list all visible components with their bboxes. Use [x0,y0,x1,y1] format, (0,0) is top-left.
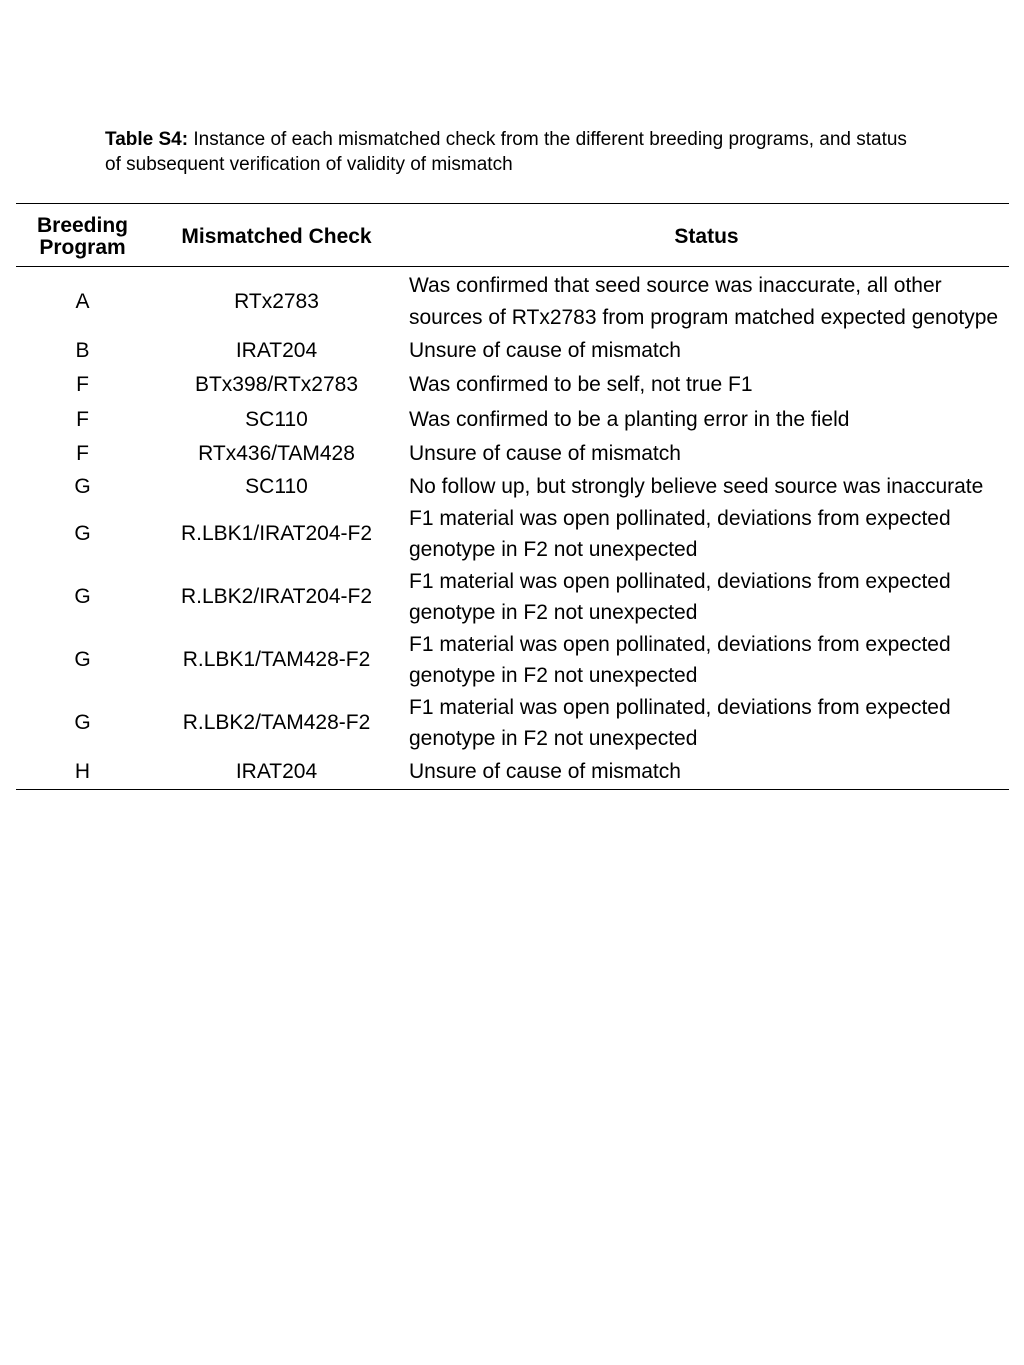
cell-program: G [74,585,91,609]
cell-status: F1 material was open pollinated, deviations from expected genotype in F2 not unexpected [409,695,951,750]
table-row [16,333,1009,368]
cell-check: SC110 [245,475,308,498]
cell-check: RTx2783 [234,289,319,313]
table-row [16,368,1009,403]
cell-program: F [76,407,89,431]
cell-status: Was confirmed that seed source was inaccurate, all other sources of RTx2783 from program matched expected genotype [409,274,999,329]
cell-program: G [74,711,91,735]
cell-status: F1 material was open pollinated, deviations from expected genotype in F2 not unexpected [409,569,951,624]
cell-status: Was confirmed to be self, not true F1 [409,373,753,396]
header-status: Status [674,225,739,248]
table-row [16,755,1009,790]
cell-check: R.LBK2/IRAT204-F2 [180,585,373,609]
cell-check: BTx398/RTx2783 [194,373,359,396]
cell-status: Was confirmed to be a planting error in the field [409,407,850,431]
table-row [16,437,1009,472]
cell-status: F1 material was open pollinated, deviations from expected genotype in F2 not unexpected [409,506,951,561]
table-row [16,471,1009,503]
mismatch-table [16,203,1009,790]
header-breeding-program: Breeding Program [36,214,128,259]
caption-label: Table S4: [105,129,189,150]
cell-program: G [74,522,91,546]
cell-check: SC110 [245,407,308,431]
table-caption [105,127,925,177]
cell-program: A [75,289,90,313]
cell-program: G [74,648,91,672]
cell-check: R.LBK1/IRAT204-F2 [180,522,373,546]
table-row [16,629,1009,692]
cell-check: IRAT204 [235,760,318,783]
cell-program: F [76,442,89,465]
table-row [16,402,1009,437]
caption-text: Instance of each mismatched check from the different breeding programs, and status of subsequent verification of validity of mismatch [105,129,907,175]
cell-program: B [75,338,90,362]
cell-status: No follow up, but strongly believe seed source was inaccurate [409,475,984,498]
cell-check: RTx436/TAM428 [198,442,355,465]
cell-status: F1 material was open pollinated, deviations from expected genotype in F2 not unexpected [409,632,951,687]
cell-program: F [76,373,89,396]
cell-check: IRAT204 [235,338,318,362]
cell-check: R.LBK2/TAM428-F2 [182,711,371,735]
cell-check: R.LBK1/TAM428-F2 [182,648,371,672]
table-row [16,267,1009,334]
cell-status: Unsure of cause of mismatch [409,760,681,783]
header-mismatched-check: Mismatched Check [181,225,372,248]
table-row [16,566,1009,629]
table-row [16,692,1009,755]
cell-program: G [74,475,91,498]
cell-program: H [74,760,91,783]
table-row [16,503,1009,566]
cell-status: Unsure of cause of mismatch [409,442,681,465]
header-row [16,204,1009,267]
cell-status: Unsure of cause of mismatch [409,338,681,362]
